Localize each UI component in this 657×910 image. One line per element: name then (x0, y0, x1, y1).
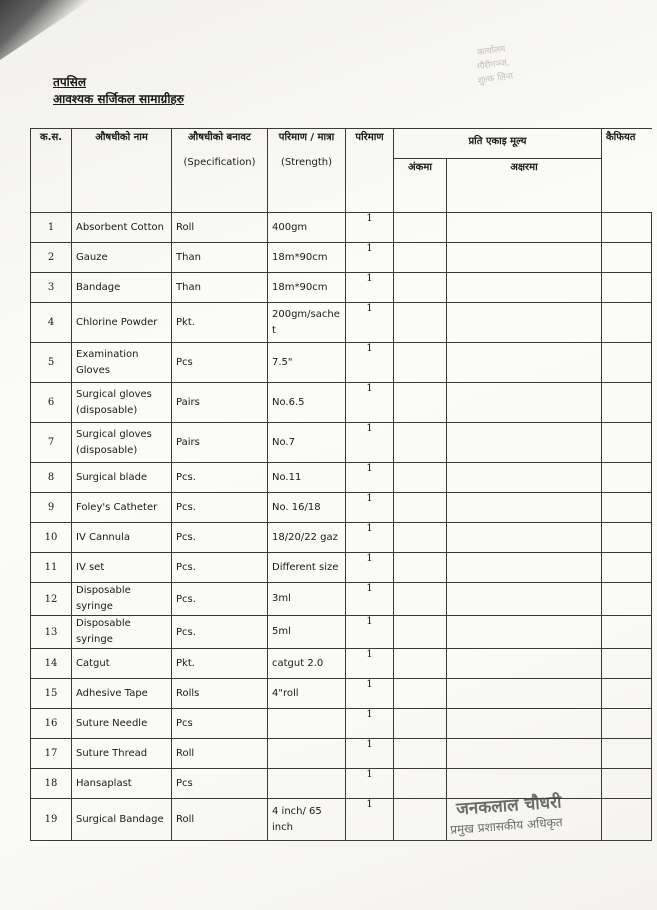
cell-item-name: Gauze (72, 243, 172, 273)
cell-price-words (447, 679, 602, 709)
header-serial: क.स. (31, 129, 72, 213)
cell-strength (268, 709, 346, 739)
cell-strength: 200gm/sache t (268, 303, 346, 343)
cell-remarks (602, 463, 652, 493)
cell-quantity: 1 (346, 423, 394, 463)
cell-serial: 8 (31, 463, 72, 493)
cell-specification: Than (172, 243, 268, 273)
cell-price-words (447, 523, 602, 553)
cell-serial: 3 (31, 273, 72, 303)
header-remarks: कैफियत (602, 129, 652, 213)
cell-price-figures (394, 343, 447, 383)
table-row (31, 493, 652, 523)
table-row (31, 303, 652, 343)
cell-specification: Pkt. (172, 303, 268, 343)
cell-item-name: Disposable syringe (72, 583, 172, 616)
header-in-words: अक्षरमा (447, 159, 602, 213)
cell-specification: Pcs. (172, 493, 268, 523)
header-row (31, 129, 652, 159)
cell-serial: 7 (31, 423, 72, 463)
cell-price-figures (394, 463, 447, 493)
header-unit-price: प्रति एकाइ मूल्य (394, 129, 602, 159)
cell-remarks (602, 649, 652, 679)
table-row (31, 523, 652, 553)
cell-specification: Roll (172, 213, 268, 243)
cell-quantity: 1 (346, 799, 394, 841)
cell-specification: Pairs (172, 383, 268, 423)
cell-remarks (602, 769, 652, 799)
cell-strength: 18/20/22 gaz (268, 523, 346, 553)
cell-price-figures (394, 243, 447, 273)
table-row (31, 709, 652, 739)
cell-strength: 4"roll (268, 679, 346, 709)
cell-price-figures (394, 423, 447, 463)
cell-strength: 18m*90cm (268, 273, 346, 303)
cell-strength (268, 769, 346, 799)
cell-price-figures (394, 709, 447, 739)
cell-remarks (602, 243, 652, 273)
cell-item-name: Catgut (72, 649, 172, 679)
cell-remarks (602, 799, 652, 841)
cell-price-words (447, 583, 602, 616)
cell-remarks (602, 383, 652, 423)
cell-specification: Pcs. (172, 553, 268, 583)
cell-serial: 13 (31, 616, 72, 649)
cell-item-name: Surgical gloves (disposable) (72, 383, 172, 423)
cell-price-figures (394, 273, 447, 303)
cell-item-name: Absorbent Cotton (72, 213, 172, 243)
cell-price-figures (394, 739, 447, 769)
cell-serial: 17 (31, 739, 72, 769)
cell-item-name: Suture Thread (72, 739, 172, 769)
cell-specification: Pairs (172, 423, 268, 463)
cell-specification: Pcs. (172, 463, 268, 493)
header-spec-en: (Specification) (183, 157, 256, 168)
heading-subtitle: आवश्यक सर्जिकल सामाग्रीहरु (53, 92, 184, 106)
cell-quantity: 1 (346, 243, 394, 273)
cell-price-words (447, 273, 602, 303)
faded-stamp (446, 38, 544, 115)
cell-price-figures (394, 616, 447, 649)
table-row (31, 273, 652, 303)
cell-price-figures (394, 583, 447, 616)
cell-price-words (447, 463, 602, 493)
cell-specification: Rolls (172, 679, 268, 709)
cell-price-words (447, 709, 602, 739)
table-row (31, 679, 652, 709)
cell-serial: 16 (31, 709, 72, 739)
table-row (31, 553, 652, 583)
cell-specification: Pcs. (172, 616, 268, 649)
cell-quantity: 1 (346, 616, 394, 649)
cell-item-name: IV set (72, 553, 172, 583)
cell-serial: 19 (31, 799, 72, 841)
cell-item-name: Surgical gloves (disposable) (72, 423, 172, 463)
table-row (31, 383, 652, 423)
cell-price-figures (394, 383, 447, 423)
header-in-figures: अंकमा (394, 159, 447, 213)
table-body (31, 213, 652, 841)
table-row (31, 243, 652, 273)
cell-serial: 11 (31, 553, 72, 583)
cell-quantity: 1 (346, 343, 394, 383)
cell-item-name: Examination Gloves (72, 343, 172, 383)
cell-quantity: 1 (346, 679, 394, 709)
cell-item-name: Surgical Bandage (72, 799, 172, 841)
cell-specification: Than (172, 273, 268, 303)
table-row (31, 343, 652, 383)
cell-quantity: 1 (346, 493, 394, 523)
cell-quantity: 1 (346, 739, 394, 769)
stamp-line: शुल्क लिना (476, 71, 514, 87)
cell-remarks (602, 273, 652, 303)
cell-specification: Roll (172, 799, 268, 841)
page-corner-shadow (0, 0, 90, 60)
cell-price-words (447, 493, 602, 523)
cell-quantity: 1 (346, 583, 394, 616)
cell-quantity: 1 (346, 553, 394, 583)
cell-item-name: Chlorine Powder (72, 303, 172, 343)
cell-strength: 5ml (268, 616, 346, 649)
cell-quantity: 1 (346, 303, 394, 343)
header-spec-np: औषधीको बनावट (188, 132, 251, 143)
cell-item-name: Disposable syringe (72, 616, 172, 649)
stamp-line: गौरीगञ्ज, (476, 57, 511, 73)
cell-price-figures (394, 213, 447, 243)
cell-strength: Different size (268, 553, 346, 583)
cell-specification: Pcs (172, 769, 268, 799)
cell-strength: 7.5" (268, 343, 346, 383)
heading-title: तपसिल (53, 75, 87, 89)
table-row (31, 739, 652, 769)
cell-quantity: 1 (346, 709, 394, 739)
cell-strength: No.6.5 (268, 383, 346, 423)
header-item-name: औषधीको नाम (72, 129, 172, 213)
cell-remarks (602, 213, 652, 243)
cell-strength: 400gm (268, 213, 346, 243)
table-row (31, 649, 652, 679)
cell-serial: 5 (31, 343, 72, 383)
header-quantity: परिमाण (346, 129, 394, 213)
table-row (31, 213, 652, 243)
document-heading (53, 74, 184, 108)
cell-serial: 1 (31, 213, 72, 243)
cell-quantity: 1 (346, 213, 394, 243)
cell-specification: Pcs. (172, 523, 268, 553)
cell-strength: 4 inch/ 65 inch (268, 799, 346, 841)
cell-quantity: 1 (346, 769, 394, 799)
header-specification (172, 129, 268, 213)
table-row (31, 583, 652, 616)
cell-quantity: 1 (346, 523, 394, 553)
cell-strength: No. 16/18 (268, 493, 346, 523)
cell-price-words (447, 553, 602, 583)
cell-price-words (447, 739, 602, 769)
cell-price-words (447, 213, 602, 243)
cell-remarks (602, 493, 652, 523)
cell-remarks (602, 303, 652, 343)
cell-serial: 18 (31, 769, 72, 799)
cell-serial: 6 (31, 383, 72, 423)
cell-remarks (602, 523, 652, 553)
cell-price-words (447, 616, 602, 649)
signature (448, 793, 598, 843)
table-row (31, 423, 652, 463)
cell-price-words (447, 383, 602, 423)
cell-serial: 15 (31, 679, 72, 709)
cell-strength: 3ml (268, 583, 346, 616)
cell-remarks (602, 709, 652, 739)
cell-item-name: Suture Needle (72, 709, 172, 739)
cell-specification: Pkt. (172, 649, 268, 679)
cell-quantity: 1 (346, 649, 394, 679)
cell-remarks (602, 343, 652, 383)
cell-specification: Pcs (172, 343, 268, 383)
cell-remarks (602, 583, 652, 616)
cell-strength: No.11 (268, 463, 346, 493)
cell-specification: Pcs (172, 709, 268, 739)
cell-serial: 4 (31, 303, 72, 343)
signature-title: प्रमुख प्रशासकीय अधिकृत (449, 815, 564, 837)
table-row (31, 616, 652, 649)
cell-remarks (602, 616, 652, 649)
cell-serial: 10 (31, 523, 72, 553)
cell-serial: 14 (31, 649, 72, 679)
cell-price-figures (394, 679, 447, 709)
cell-price-figures (394, 769, 447, 799)
cell-item-name: Bandage (72, 273, 172, 303)
cell-price-words (447, 423, 602, 463)
signature-name: जनकलाल चौधरी (455, 792, 563, 820)
cell-serial: 2 (31, 243, 72, 273)
cell-price-figures (394, 493, 447, 523)
header-strength-en: (Strength) (280, 157, 333, 168)
cell-quantity: 1 (346, 383, 394, 423)
cell-remarks (602, 679, 652, 709)
cell-price-words (447, 243, 602, 273)
cell-specification: Roll (172, 739, 268, 769)
cell-price-figures (394, 523, 447, 553)
cell-strength: catgut 2.0 (268, 649, 346, 679)
cell-remarks (602, 739, 652, 769)
cell-quantity: 1 (346, 273, 394, 303)
cell-quantity: 1 (346, 463, 394, 493)
cell-price-figures (394, 303, 447, 343)
cell-price-figures (394, 553, 447, 583)
cell-price-figures (394, 649, 447, 679)
cell-strength (268, 739, 346, 769)
header-strength-np: परिमाण / मात्रा (278, 132, 335, 143)
cell-item-name: Surgical blade (72, 463, 172, 493)
cell-specification: Pcs. (172, 583, 268, 616)
stamp-line: कार्यालय (476, 44, 507, 59)
cell-price-figures (394, 799, 447, 841)
header-strength (268, 129, 346, 213)
cell-price-words (447, 343, 602, 383)
cell-serial: 9 (31, 493, 72, 523)
cell-remarks (602, 423, 652, 463)
cell-item-name: IV Cannula (72, 523, 172, 553)
cell-remarks (602, 553, 652, 583)
cell-serial: 12 (31, 583, 72, 616)
cell-strength: 18m*90cm (268, 243, 346, 273)
cell-price-words (447, 303, 602, 343)
cell-item-name: Foley's Catheter (72, 493, 172, 523)
table-row (31, 463, 652, 493)
cell-price-words (447, 649, 602, 679)
cell-item-name: Adhesive Tape (72, 679, 172, 709)
surgical-items-table (30, 128, 652, 841)
cell-item-name: Hansaplast (72, 769, 172, 799)
cell-strength: No.7 (268, 423, 346, 463)
